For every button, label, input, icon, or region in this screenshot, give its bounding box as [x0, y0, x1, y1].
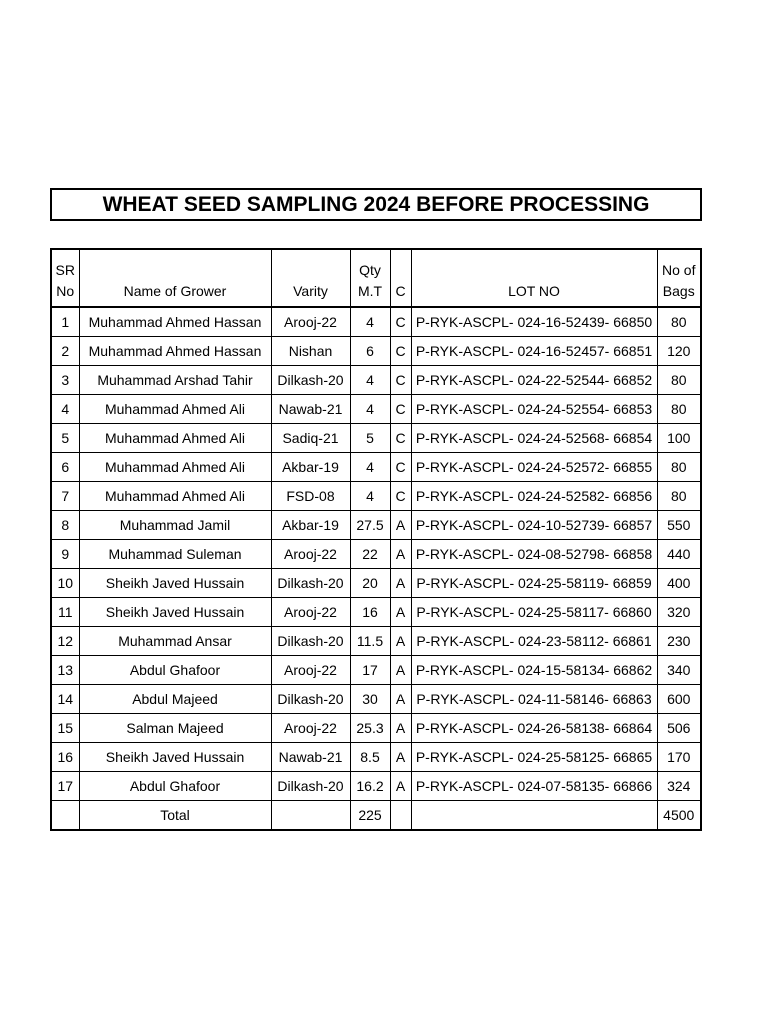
- document-title: WHEAT SEED SAMPLING 2024 BEFORE PROCESSING: [50, 188, 702, 221]
- sr-no-cell: 13: [51, 656, 79, 685]
- total-row: [51, 801, 701, 831]
- c-cell: A: [390, 569, 411, 598]
- total-qty: 225: [350, 801, 390, 831]
- grower-name-cell: Muhammad Ahmed Ali: [79, 395, 271, 424]
- sr-no-cell: 17: [51, 772, 79, 801]
- lot-no-cell: P-RYK-ASCPL- 024-22-52544- 66852: [411, 366, 657, 395]
- variety-cell: Arooj-22: [271, 598, 350, 627]
- table-row: [51, 424, 701, 453]
- table-row: [51, 627, 701, 656]
- lot-no-cell: P-RYK-ASCPL- 024-11-58146- 66863: [411, 685, 657, 714]
- lot-no-cell: P-RYK-ASCPL- 024-25-58117- 66860: [411, 598, 657, 627]
- bags-cell: 230: [657, 627, 701, 656]
- lot-no-cell: P-RYK-ASCPL- 024-25-58125- 66865: [411, 743, 657, 772]
- grower-name-cell: Sheikh Javed Hussain: [79, 743, 271, 772]
- qty-cell: 25.3: [350, 714, 390, 743]
- variety-cell: Nishan: [271, 337, 350, 366]
- bags-cell: 80: [657, 307, 701, 337]
- variety-cell: Arooj-22: [271, 307, 350, 337]
- sr-no-cell: 9: [51, 540, 79, 569]
- header-no-of-bags: No of Bags: [657, 249, 701, 307]
- qty-cell: 22: [350, 540, 390, 569]
- sr-no-cell: 2: [51, 337, 79, 366]
- bags-cell: 550: [657, 511, 701, 540]
- variety-cell: Sadiq-21: [271, 424, 350, 453]
- table-row: [51, 540, 701, 569]
- variety-cell: Dilkash-20: [271, 366, 350, 395]
- qty-cell: 16.2: [350, 772, 390, 801]
- lot-no-cell: P-RYK-ASCPL- 024-16-52439- 66850: [411, 307, 657, 337]
- qty-cell: 6: [350, 337, 390, 366]
- total-variety-cell: [271, 801, 350, 831]
- c-cell: C: [390, 424, 411, 453]
- grower-name-cell: Muhammad Ahmed Ali: [79, 453, 271, 482]
- header-c: C: [390, 249, 411, 307]
- qty-cell: 4: [350, 307, 390, 337]
- header-qty: Qty M.T: [350, 249, 390, 307]
- lot-no-cell: P-RYK-ASCPL- 024-24-52568- 66854: [411, 424, 657, 453]
- table-row: [51, 395, 701, 424]
- table-row: [51, 453, 701, 482]
- sr-no-cell: 7: [51, 482, 79, 511]
- sr-no-cell: 4: [51, 395, 79, 424]
- c-cell: A: [390, 714, 411, 743]
- qty-cell: 4: [350, 366, 390, 395]
- variety-cell: Dilkash-20: [271, 569, 350, 598]
- grower-name-cell: Muhammad Ahmed Hassan: [79, 307, 271, 337]
- variety-cell: Arooj-22: [271, 540, 350, 569]
- bags-cell: 320: [657, 598, 701, 627]
- table-row: [51, 656, 701, 685]
- c-cell: C: [390, 337, 411, 366]
- table-row: [51, 482, 701, 511]
- qty-cell: 11.5: [350, 627, 390, 656]
- sr-no-cell: 16: [51, 743, 79, 772]
- table-row: [51, 685, 701, 714]
- bags-cell: 324: [657, 772, 701, 801]
- c-cell: A: [390, 598, 411, 627]
- qty-cell: 16: [350, 598, 390, 627]
- total-bags: 4500: [657, 801, 701, 831]
- total-lot-cell: [411, 801, 657, 831]
- qty-cell: 5: [350, 424, 390, 453]
- variety-cell: Arooj-22: [271, 714, 350, 743]
- table-row: [51, 337, 701, 366]
- qty-cell: 27.5: [350, 511, 390, 540]
- sr-no-cell: 10: [51, 569, 79, 598]
- c-cell: C: [390, 307, 411, 337]
- c-cell: C: [390, 395, 411, 424]
- bags-cell: 440: [657, 540, 701, 569]
- lot-no-cell: P-RYK-ASCPL- 024-23-58112- 66861: [411, 627, 657, 656]
- bags-cell: 80: [657, 395, 701, 424]
- table-row: [51, 307, 701, 337]
- variety-cell: Nawab-21: [271, 743, 350, 772]
- variety-cell: Dilkash-20: [271, 772, 350, 801]
- c-cell: A: [390, 511, 411, 540]
- sr-no-cell: 14: [51, 685, 79, 714]
- sr-no-cell: 5: [51, 424, 79, 453]
- table-row: [51, 569, 701, 598]
- c-cell: A: [390, 685, 411, 714]
- table-row: [51, 511, 701, 540]
- header-sr-no: SR No: [51, 249, 79, 307]
- table-row: [51, 366, 701, 395]
- grower-name-cell: Muhammad Suleman: [79, 540, 271, 569]
- grower-name-cell: Sheikh Javed Hussain: [79, 598, 271, 627]
- lot-no-cell: P-RYK-ASCPL- 024-25-58119- 66859: [411, 569, 657, 598]
- table-row: [51, 598, 701, 627]
- table-row: [51, 714, 701, 743]
- bags-cell: 400: [657, 569, 701, 598]
- total-sr-cell: [51, 801, 79, 831]
- grower-name-cell: Salman Majeed: [79, 714, 271, 743]
- grower-name-cell: Muhammad Ahmed Hassan: [79, 337, 271, 366]
- sr-no-cell: 6: [51, 453, 79, 482]
- header-variety: Varity: [271, 249, 350, 307]
- table-row: [51, 772, 701, 801]
- c-cell: C: [390, 482, 411, 511]
- bags-cell: 80: [657, 482, 701, 511]
- lot-no-cell: P-RYK-ASCPL- 024-26-58138- 66864: [411, 714, 657, 743]
- qty-cell: 4: [350, 482, 390, 511]
- lot-no-cell: P-RYK-ASCPL- 024-24-52554- 66853: [411, 395, 657, 424]
- variety-cell: FSD-08: [271, 482, 350, 511]
- lot-no-cell: P-RYK-ASCPL- 024-08-52798- 66858: [411, 540, 657, 569]
- c-cell: A: [390, 743, 411, 772]
- grower-name-cell: Muhammad Jamil: [79, 511, 271, 540]
- bags-cell: 340: [657, 656, 701, 685]
- variety-cell: Dilkash-20: [271, 685, 350, 714]
- grower-name-cell: Sheikh Javed Hussain: [79, 569, 271, 598]
- total-label: Total: [79, 801, 271, 831]
- sr-no-cell: 12: [51, 627, 79, 656]
- header-row: [51, 249, 701, 307]
- bags-cell: 170: [657, 743, 701, 772]
- lot-no-cell: P-RYK-ASCPL- 024-24-52572- 66855: [411, 453, 657, 482]
- c-cell: C: [390, 366, 411, 395]
- lot-no-cell: P-RYK-ASCPL- 024-16-52457- 66851: [411, 337, 657, 366]
- grower-name-cell: Abdul Ghafoor: [79, 656, 271, 685]
- variety-cell: Akbar-19: [271, 453, 350, 482]
- variety-cell: Nawab-21: [271, 395, 350, 424]
- lot-no-cell: P-RYK-ASCPL- 024-24-52582- 66856: [411, 482, 657, 511]
- bags-cell: 506: [657, 714, 701, 743]
- bags-cell: 80: [657, 453, 701, 482]
- qty-cell: 8.5: [350, 743, 390, 772]
- sr-no-cell: 11: [51, 598, 79, 627]
- bags-cell: 120: [657, 337, 701, 366]
- grower-name-cell: Muhammad Ahmed Ali: [79, 482, 271, 511]
- c-cell: C: [390, 453, 411, 482]
- grower-name-cell: Muhammad Arshad Tahir: [79, 366, 271, 395]
- header-name-of-grower: Name of Grower: [79, 249, 271, 307]
- qty-cell: 20: [350, 569, 390, 598]
- lot-no-cell: P-RYK-ASCPL- 024-10-52739- 66857: [411, 511, 657, 540]
- sr-no-cell: 1: [51, 307, 79, 337]
- variety-cell: Arooj-22: [271, 656, 350, 685]
- sampling-table: [50, 248, 702, 831]
- sr-no-cell: 8: [51, 511, 79, 540]
- variety-cell: Dilkash-20: [271, 627, 350, 656]
- c-cell: A: [390, 772, 411, 801]
- sr-no-cell: 15: [51, 714, 79, 743]
- grower-name-cell: Abdul Ghafoor: [79, 772, 271, 801]
- total-c-cell: [390, 801, 411, 831]
- grower-name-cell: Abdul Majeed: [79, 685, 271, 714]
- grower-name-cell: Muhammad Ahmed Ali: [79, 424, 271, 453]
- variety-cell: Akbar-19: [271, 511, 350, 540]
- c-cell: A: [390, 540, 411, 569]
- lot-no-cell: P-RYK-ASCPL- 024-15-58134- 66862: [411, 656, 657, 685]
- c-cell: A: [390, 656, 411, 685]
- table-row: [51, 743, 701, 772]
- bags-cell: 100: [657, 424, 701, 453]
- grower-name-cell: Muhammad Ansar: [79, 627, 271, 656]
- bags-cell: 80: [657, 366, 701, 395]
- qty-cell: 4: [350, 395, 390, 424]
- sr-no-cell: 3: [51, 366, 79, 395]
- qty-cell: 17: [350, 656, 390, 685]
- c-cell: A: [390, 627, 411, 656]
- bags-cell: 600: [657, 685, 701, 714]
- lot-no-cell: P-RYK-ASCPL- 024-07-58135- 66866: [411, 772, 657, 801]
- header-lot-no: LOT NO: [411, 249, 657, 307]
- qty-cell: 4: [350, 453, 390, 482]
- qty-cell: 30: [350, 685, 390, 714]
